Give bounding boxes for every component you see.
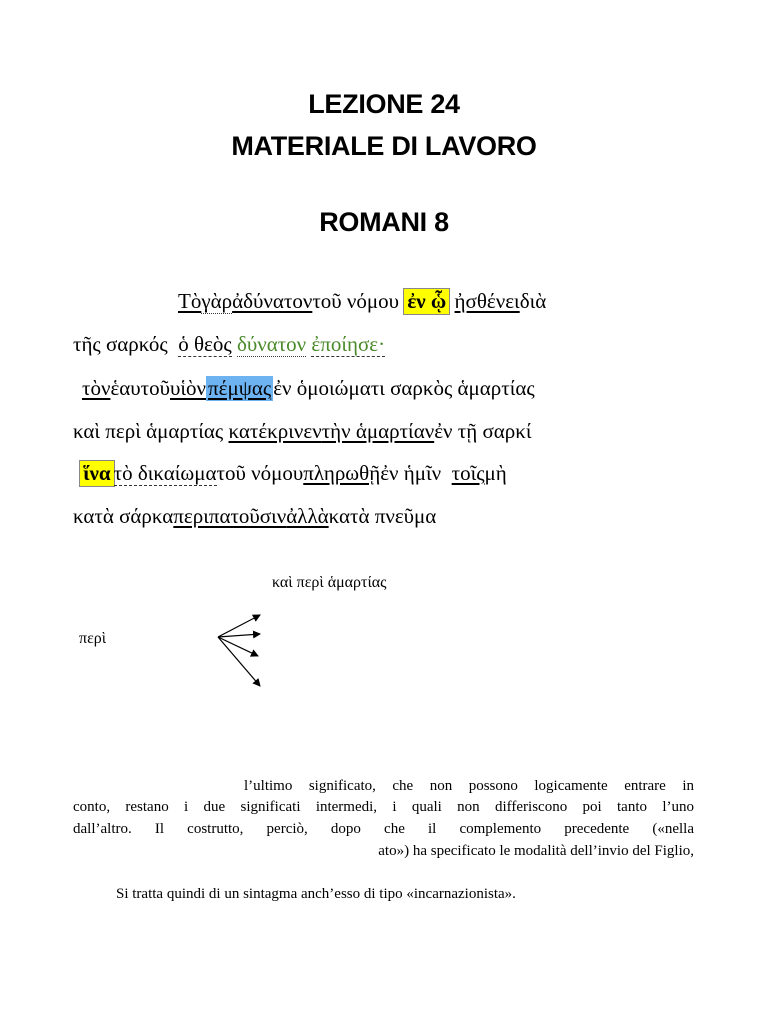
arrow-4 bbox=[218, 637, 260, 686]
word-en-homoiomati: ἐν ὁμοιώματι σαρκὸς ἁμαρτίας bbox=[273, 376, 535, 400]
word-ho-theos: ὁ θεὸς bbox=[178, 332, 232, 356]
prose-text: l’ultimo significato, che non possono logicamente entrare in bbox=[244, 778, 694, 794]
word-plerothe: πληρωθῇ bbox=[303, 461, 381, 485]
word-ton: τὸν bbox=[82, 376, 111, 400]
word-me: μὴ bbox=[484, 461, 507, 485]
lesson-title: LEZIONE 24 bbox=[308, 89, 460, 119]
word-gar: γὰρ bbox=[201, 289, 233, 313]
word-tois: τοῖς bbox=[451, 461, 485, 485]
word-kata-pneuma: κατὰ πνεῦμα bbox=[328, 504, 437, 528]
word-epoiese: ἐποίησε· bbox=[311, 332, 386, 356]
highlight-en-ho: ἐν ᾧ bbox=[404, 289, 449, 314]
work-material-title: MATERIALE DI LAVORO bbox=[231, 131, 537, 161]
diagram-label-top: καὶ περὶ ἁμαρτίας bbox=[272, 574, 387, 591]
word-huion: υἱὸν bbox=[170, 376, 207, 400]
word-heautou: ἑαυτοῦ bbox=[110, 376, 170, 400]
word-to-dikaioma: τὸ δικαίωμα bbox=[113, 461, 217, 485]
word-dynaton: δύνατον bbox=[236, 332, 307, 356]
word-en-te-sarki: ἐν τῇ σαρκί bbox=[434, 419, 532, 443]
prose-paragraph-2 bbox=[116, 884, 696, 906]
word-dia: διὰ bbox=[519, 289, 547, 313]
word-tes-sarkos: τῆς σαρκός bbox=[73, 332, 168, 356]
word-kata-sarka: κατὰ σάρκα bbox=[73, 504, 174, 528]
word-kai-peri-hamartias: καὶ περὶ ἁμαρτίας bbox=[73, 419, 224, 443]
word-adynaton: ἀδύνατον bbox=[232, 289, 313, 313]
highlight-hina: ἵνα bbox=[80, 461, 114, 486]
word-ten-hamartian: τὴν ἁμαρτίαν bbox=[321, 419, 435, 443]
prose-text: conto, restano i due significati intermedi, i quali non differiscono poi tanto l’uno bbox=[73, 799, 694, 815]
prose-line-2 bbox=[73, 797, 694, 819]
prose-text: ato») ha specificato le modalità dell’invio del Figlio, bbox=[378, 843, 694, 859]
word-peripatousin: περιπατοῦσιν bbox=[173, 504, 287, 528]
word-tou-nomou: τοῦ νόμου bbox=[312, 289, 400, 313]
arrow-3 bbox=[218, 637, 258, 656]
highlight-pempsas: πέμψας bbox=[208, 376, 272, 400]
prose-line-4 bbox=[73, 841, 694, 863]
prose-line-1 bbox=[244, 776, 694, 798]
word-to: Τὸ bbox=[178, 289, 202, 313]
prose-text: dall’altro. Il costrutto, perciò, dopo che il complemento precedente («nella bbox=[73, 821, 694, 837]
diagram-label-left: περὶ bbox=[79, 630, 107, 647]
word-tou-nomou: τοῦ νόμου bbox=[216, 461, 304, 485]
prose-line-3 bbox=[73, 819, 694, 841]
word-alla: ἀλλὰ bbox=[286, 504, 329, 528]
arrow-2 bbox=[218, 634, 260, 637]
word-en-hemin: ἐν ἡμῖν bbox=[380, 461, 442, 485]
prose-text: Si tratta quindi di un sintagma anch’esso di tipo «incarnazionista». bbox=[116, 886, 516, 902]
word-katekrinen: κατέκρινεν bbox=[228, 419, 322, 443]
romans-title: ROMANI 8 bbox=[319, 207, 449, 237]
arrow-1 bbox=[218, 615, 260, 637]
word-esthenei: ἠσθένει bbox=[454, 289, 520, 313]
